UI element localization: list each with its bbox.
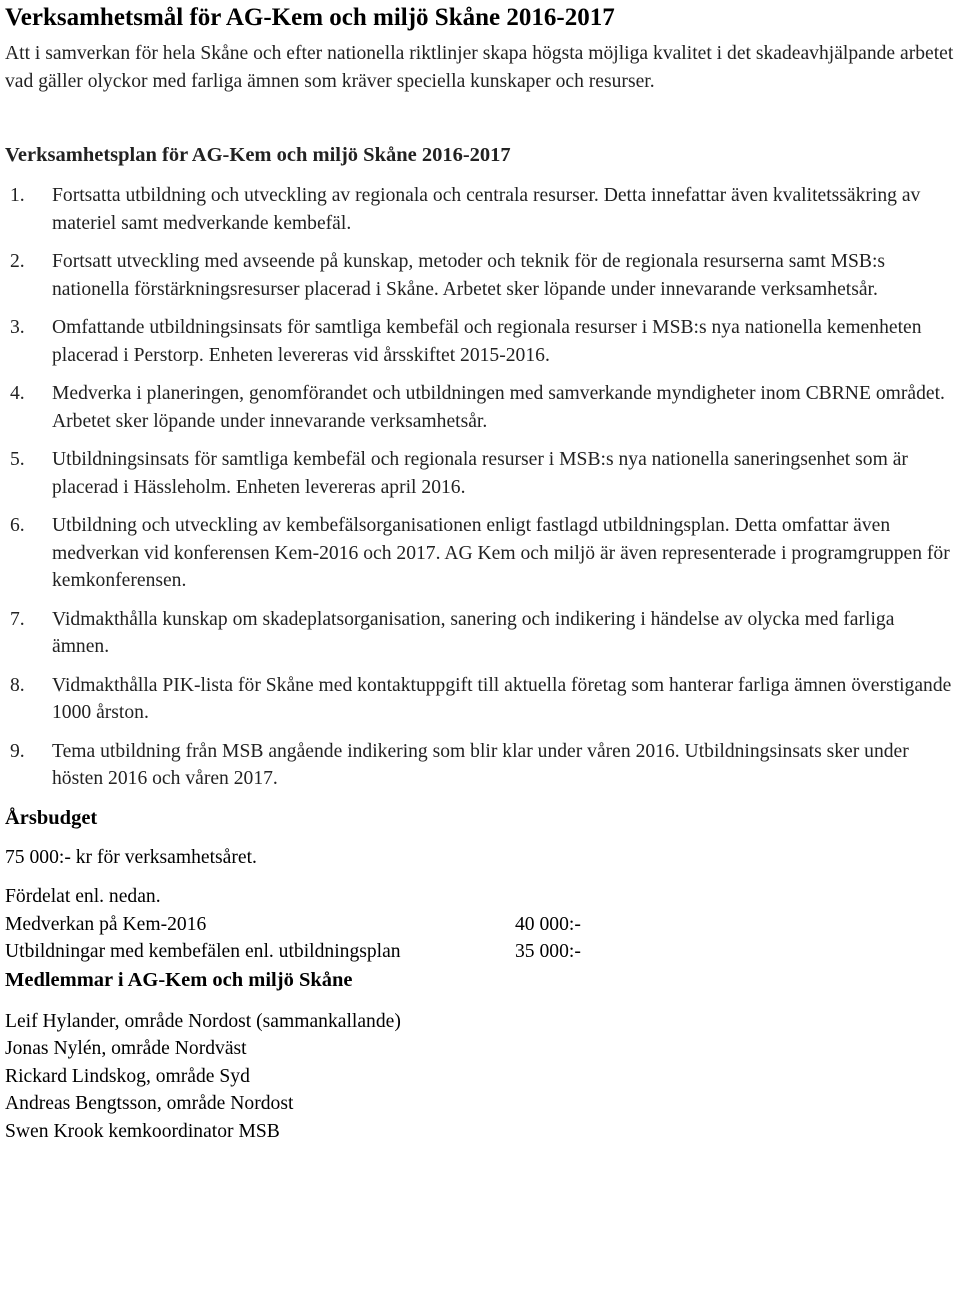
budget-row-label: Utbildningar med kembefälen enl. utbildningsplan (5, 941, 401, 962)
member-name: Jonas Nylén, område Nordväst (5, 1038, 247, 1059)
budget-row-amount: 40 000:- (515, 913, 581, 935)
plan-item-text: Omfattande utbildningsinsats för samtliga kembefäl och regionala resurser i MSB:s nya nationella kemenheten placerad i Perstorp. Enheten levereras vid årsskiftet 2015-2016. (52, 317, 922, 366)
intro-paragraph: Att i samverkan för hela Skåne och efter nationella riktlinjer skapa högsta möjliga kvalitet i det skadeavhjälpande arbetet vad gäller olyckor med farliga ämnen som kräver speciella kunskaper och resurser. (5, 43, 954, 92)
members-list (5, 1008, 955, 1146)
plan-item-text: Tema utbildning från MSB angående indikering som blir klar under våren 2016. Utbildningsinsats sker under hösten 2016 och våren 2017. (52, 740, 909, 789)
plan-item-text: Vidmakthålla PIK-lista för Skåne med kontaktuppgift till aktuella företag som hanterar farliga ämnen överstigande 1000 årston. (52, 674, 952, 723)
members-section (5, 966, 955, 1146)
budget-section (5, 804, 955, 966)
plan-item-number: 5. (10, 449, 25, 470)
plan-item-number: 6. (10, 515, 25, 536)
plan-item-number: 1. (10, 185, 25, 206)
budget-row-label: Medverkan på Kem-2016 (5, 913, 207, 935)
plan-heading: Verksamhetsplan för AG-Kem och miljö Skåne 2016-2017 (5, 144, 511, 166)
member-name: Rickard Lindskog, område Syd (5, 1065, 250, 1087)
plan-item-number: 3. (10, 317, 25, 338)
budget-row (5, 911, 955, 939)
plan-item-number: 4. (10, 383, 25, 404)
member-name: Swen Krook kemkoordinator MSB (5, 1120, 280, 1142)
plan-item-5 (5, 446, 955, 501)
members-heading: Medlemmar i AG-Kem och miljö Skåne (5, 968, 353, 991)
budget-row (5, 938, 955, 966)
plan-item-text: Medverka i planeringen, genomförandet och utbildningen med samverkande myndigheter inom CBRNE området. Arbetet sker löpande under innevarande verksamhetsår. (52, 383, 945, 432)
document-page (5, 0, 955, 1145)
plan-item-9 (5, 738, 955, 793)
plan-item-7 (5, 606, 955, 661)
budget-total: 75 000:- kr för verksamhetsåret. (5, 846, 257, 868)
plan-item-number: 8. (10, 674, 25, 696)
budget-row-amount: 35 000:- (515, 941, 581, 962)
plan-item-text: Utbildning och utveckling av kembefälsorganisationen enligt fastlagd utbildningsplan. Detta omfattar även medverkan vid konferensen Kem-2016 och 2017. AG Kem och miljö är även representerade i programgruppen för kemkonferensen. (52, 515, 950, 591)
plan-list (5, 182, 955, 793)
plan-item-4 (5, 380, 955, 435)
plan-item-text: Fortsatt utveckling med avseende på kunskap, metoder och teknik för de regionala resurserna samt MSB:s nationella förstärkningsresurser placerad i Skåne. Arbetet sker löpande under innevarande verksamhetsår. (52, 251, 886, 300)
plan-item-number: 7. (10, 608, 25, 630)
budget-split-intro: Fördelat enl. nedan. (5, 886, 161, 907)
plan-item-text: Vidmakthålla kunskap om skadeplatsorganisation, sanering och indikering i händelse av olycka med farliga ämnen. (52, 608, 895, 657)
plan-item-number: 9. (10, 740, 25, 762)
plan-item-8 (5, 672, 955, 727)
document-title: Verksamhetsmål för AG-Kem och miljö Skåne 2016-2017 (5, 4, 615, 31)
member-name: Andreas Bengtsson, område Nordost (5, 1093, 294, 1114)
plan-item-number: 2. (10, 251, 25, 272)
plan-item-text: Utbildningsinsats för samtliga kembefäl och regionala resurser i MSB:s nya nationella saneringsenhet som är placerad i Hässleholm. Enheten levereras april 2016. (52, 449, 908, 498)
plan-item-text: Fortsatta utbildning och utveckling av regionala och centrala resurser. Detta innefattar även kvalitetssäkring av materiel samt medverkande kembefäl. (52, 185, 921, 234)
member-name: Leif Hylander, område Nordost (sammankallande) (5, 1010, 401, 1032)
plan-item-3 (5, 314, 955, 369)
plan-item-6 (5, 512, 955, 595)
plan-item-2 (5, 248, 955, 303)
plan-item-1 (5, 182, 955, 237)
budget-heading: Årsbudget (5, 806, 98, 829)
